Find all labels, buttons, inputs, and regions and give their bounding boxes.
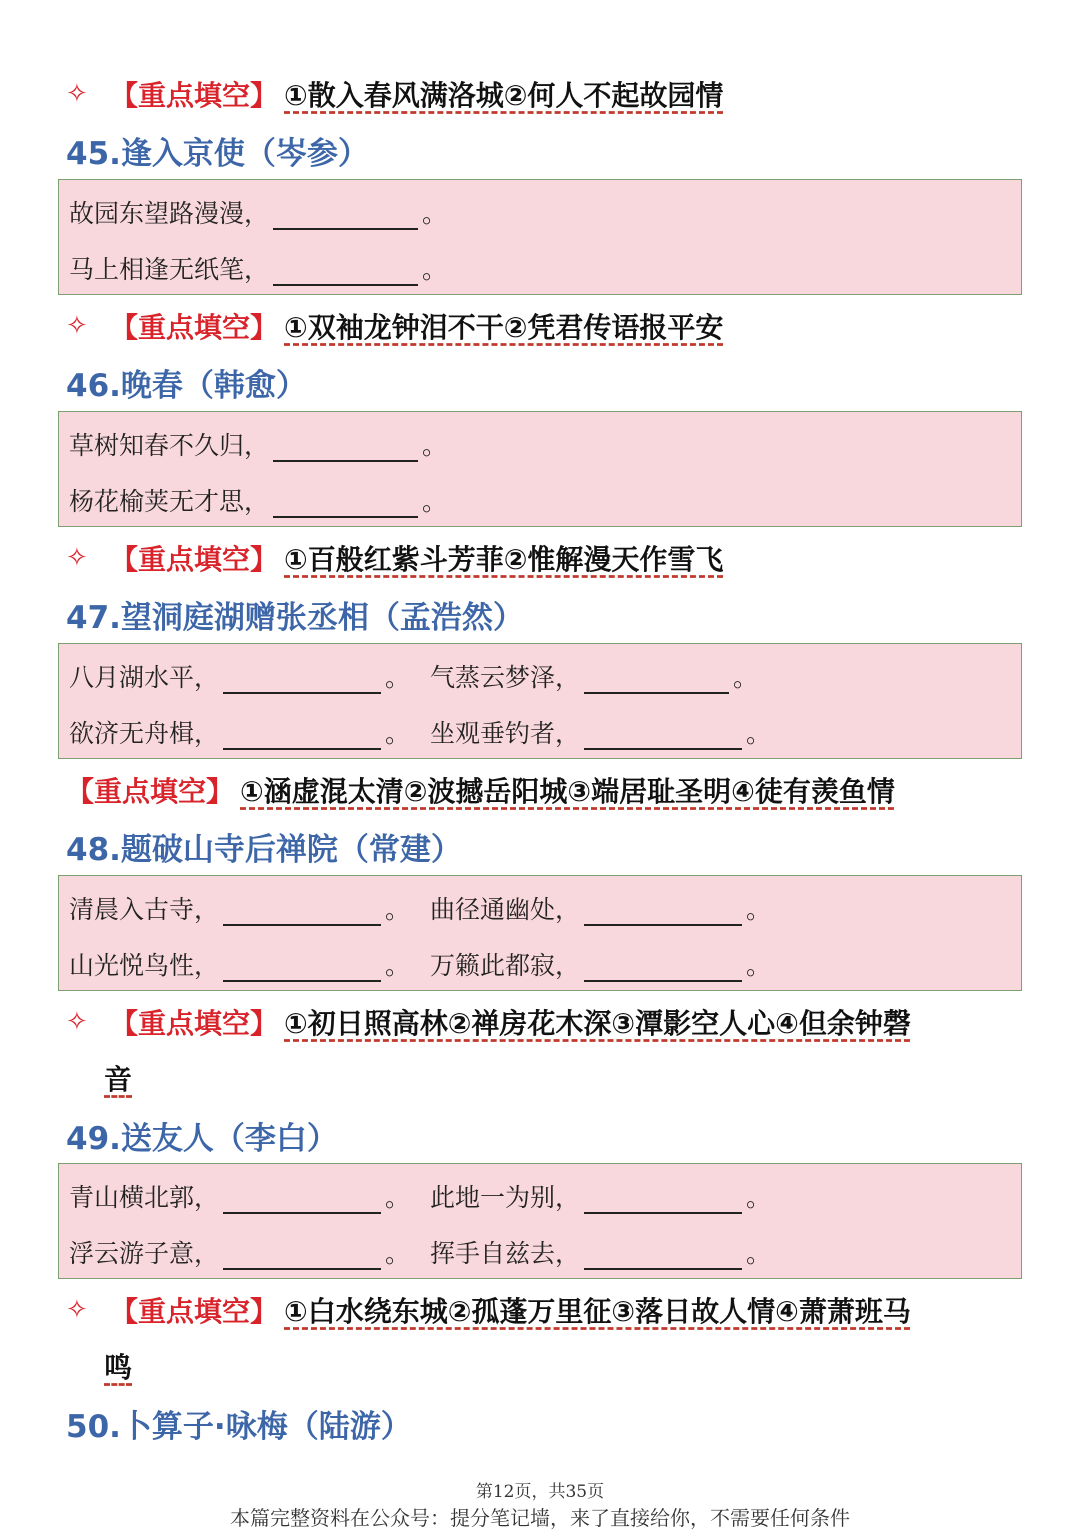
poem-line: 青山横北郭， 。 此地一为别， 。 [69,1183,772,1212]
poem-line: 清晨入古寺， 。 曲径通幽处， 。 [69,895,772,924]
blank[interactable] [223,898,381,926]
poem-line: 八月湖水平， 。 气蒸云梦泽， 。 [69,663,759,692]
footer-note: 本篇完整资料在公众号：提分笔记墙，来了直接给你，不需要任何条件 [230,1506,850,1530]
key-label: 【重点填空】 [110,543,279,576]
blank[interactable] [584,1186,742,1214]
blank[interactable] [584,954,742,982]
poem-line: 马上相逢无纸笔， 。 [69,255,448,284]
blank[interactable] [223,666,381,694]
poem-line: 杨花榆荚无才思， 。 [69,487,448,516]
blank[interactable] [223,954,381,982]
blank[interactable] [584,898,742,926]
star-icon: ✧ [66,311,88,341]
poem-title: 46.晚春（韩愈） [66,367,307,404]
key-label: 【重点填空】 [66,775,235,808]
blank[interactable] [273,434,418,462]
key-fill-line [66,768,1020,812]
key-answer: ①涵虚混太清②波撼岳阳城③端居耻圣明④徒有羡鱼情 [240,775,895,808]
blank[interactable] [584,722,742,750]
key-answer: ①双袖龙钟泪不干②凭君传语报平安 [284,311,724,344]
poem-line: 浮云游子意， 。 挥手自兹去， 。 [69,1239,772,1268]
poem-title: 45.逢入京使（岑参） [66,135,369,172]
key-fill-line [66,72,1020,116]
poem-line: 山光悦鸟性， 。 万籁此都寂， 。 [69,951,772,980]
key-label: 【重点填空】 [110,1007,279,1040]
key-fill-line [66,1288,1020,1332]
key-answer: ①百般红紫斗芳菲②惟解漫天作雪飞 [284,543,724,576]
poem-title: 48.题破山寺后禅院（常建） [66,831,462,868]
key-label: 【重点填空】 [110,311,279,344]
blank[interactable] [584,1242,742,1270]
key-label: 【重点填空】 [110,79,279,112]
key-label: 【重点填空】 [110,1295,279,1328]
blank[interactable] [223,722,381,750]
key-answer: ①初日照高林②禅房花木深③潭影空人心④但余钟磬 [284,1007,911,1040]
blank[interactable] [223,1242,381,1270]
blank[interactable] [273,202,418,230]
star-icon: ✧ [66,1295,88,1325]
fill-blank-box [58,179,1022,295]
poem-title: 50.卜算子·咏梅（陆游） [66,1408,412,1445]
poem-line: 草树知春不久归， 。 [69,431,448,460]
fill-blank-box [58,1163,1022,1279]
key-answer: ①白水绕东城②孤蓬万里征③落日故人情④萧萧班马 [284,1295,911,1328]
fill-blank-box [58,411,1022,527]
key-fill-line [66,304,1020,348]
blank[interactable] [273,490,418,518]
poem-line: 故园东望路漫漫， 。 [69,199,448,228]
star-icon: ✧ [66,543,88,573]
blank[interactable] [223,1186,381,1214]
poem-line: 欲济无舟楫， 。 坐观垂钓者， 。 [69,719,772,748]
key-fill-line [66,536,1020,580]
poem-title: 47.望洞庭湖赠张丞相（孟浩然） [66,599,524,636]
blank[interactable] [584,666,729,694]
poem-title: 49.送友人（李白） [66,1120,338,1157]
key-answer: ①散入春风满洛城②何人不起故园情 [284,79,724,112]
key-answer-continuation: 鸣 [104,1351,133,1384]
key-fill-line [66,1000,1020,1044]
key-answer-continuation: 音 [104,1063,133,1096]
star-icon: ✧ [66,79,88,109]
fill-blank-box [58,643,1022,759]
blank[interactable] [273,258,418,286]
page-number: 第12页，共35页 [475,1482,605,1502]
fill-blank-box [58,875,1022,991]
star-icon: ✧ [66,1007,88,1037]
